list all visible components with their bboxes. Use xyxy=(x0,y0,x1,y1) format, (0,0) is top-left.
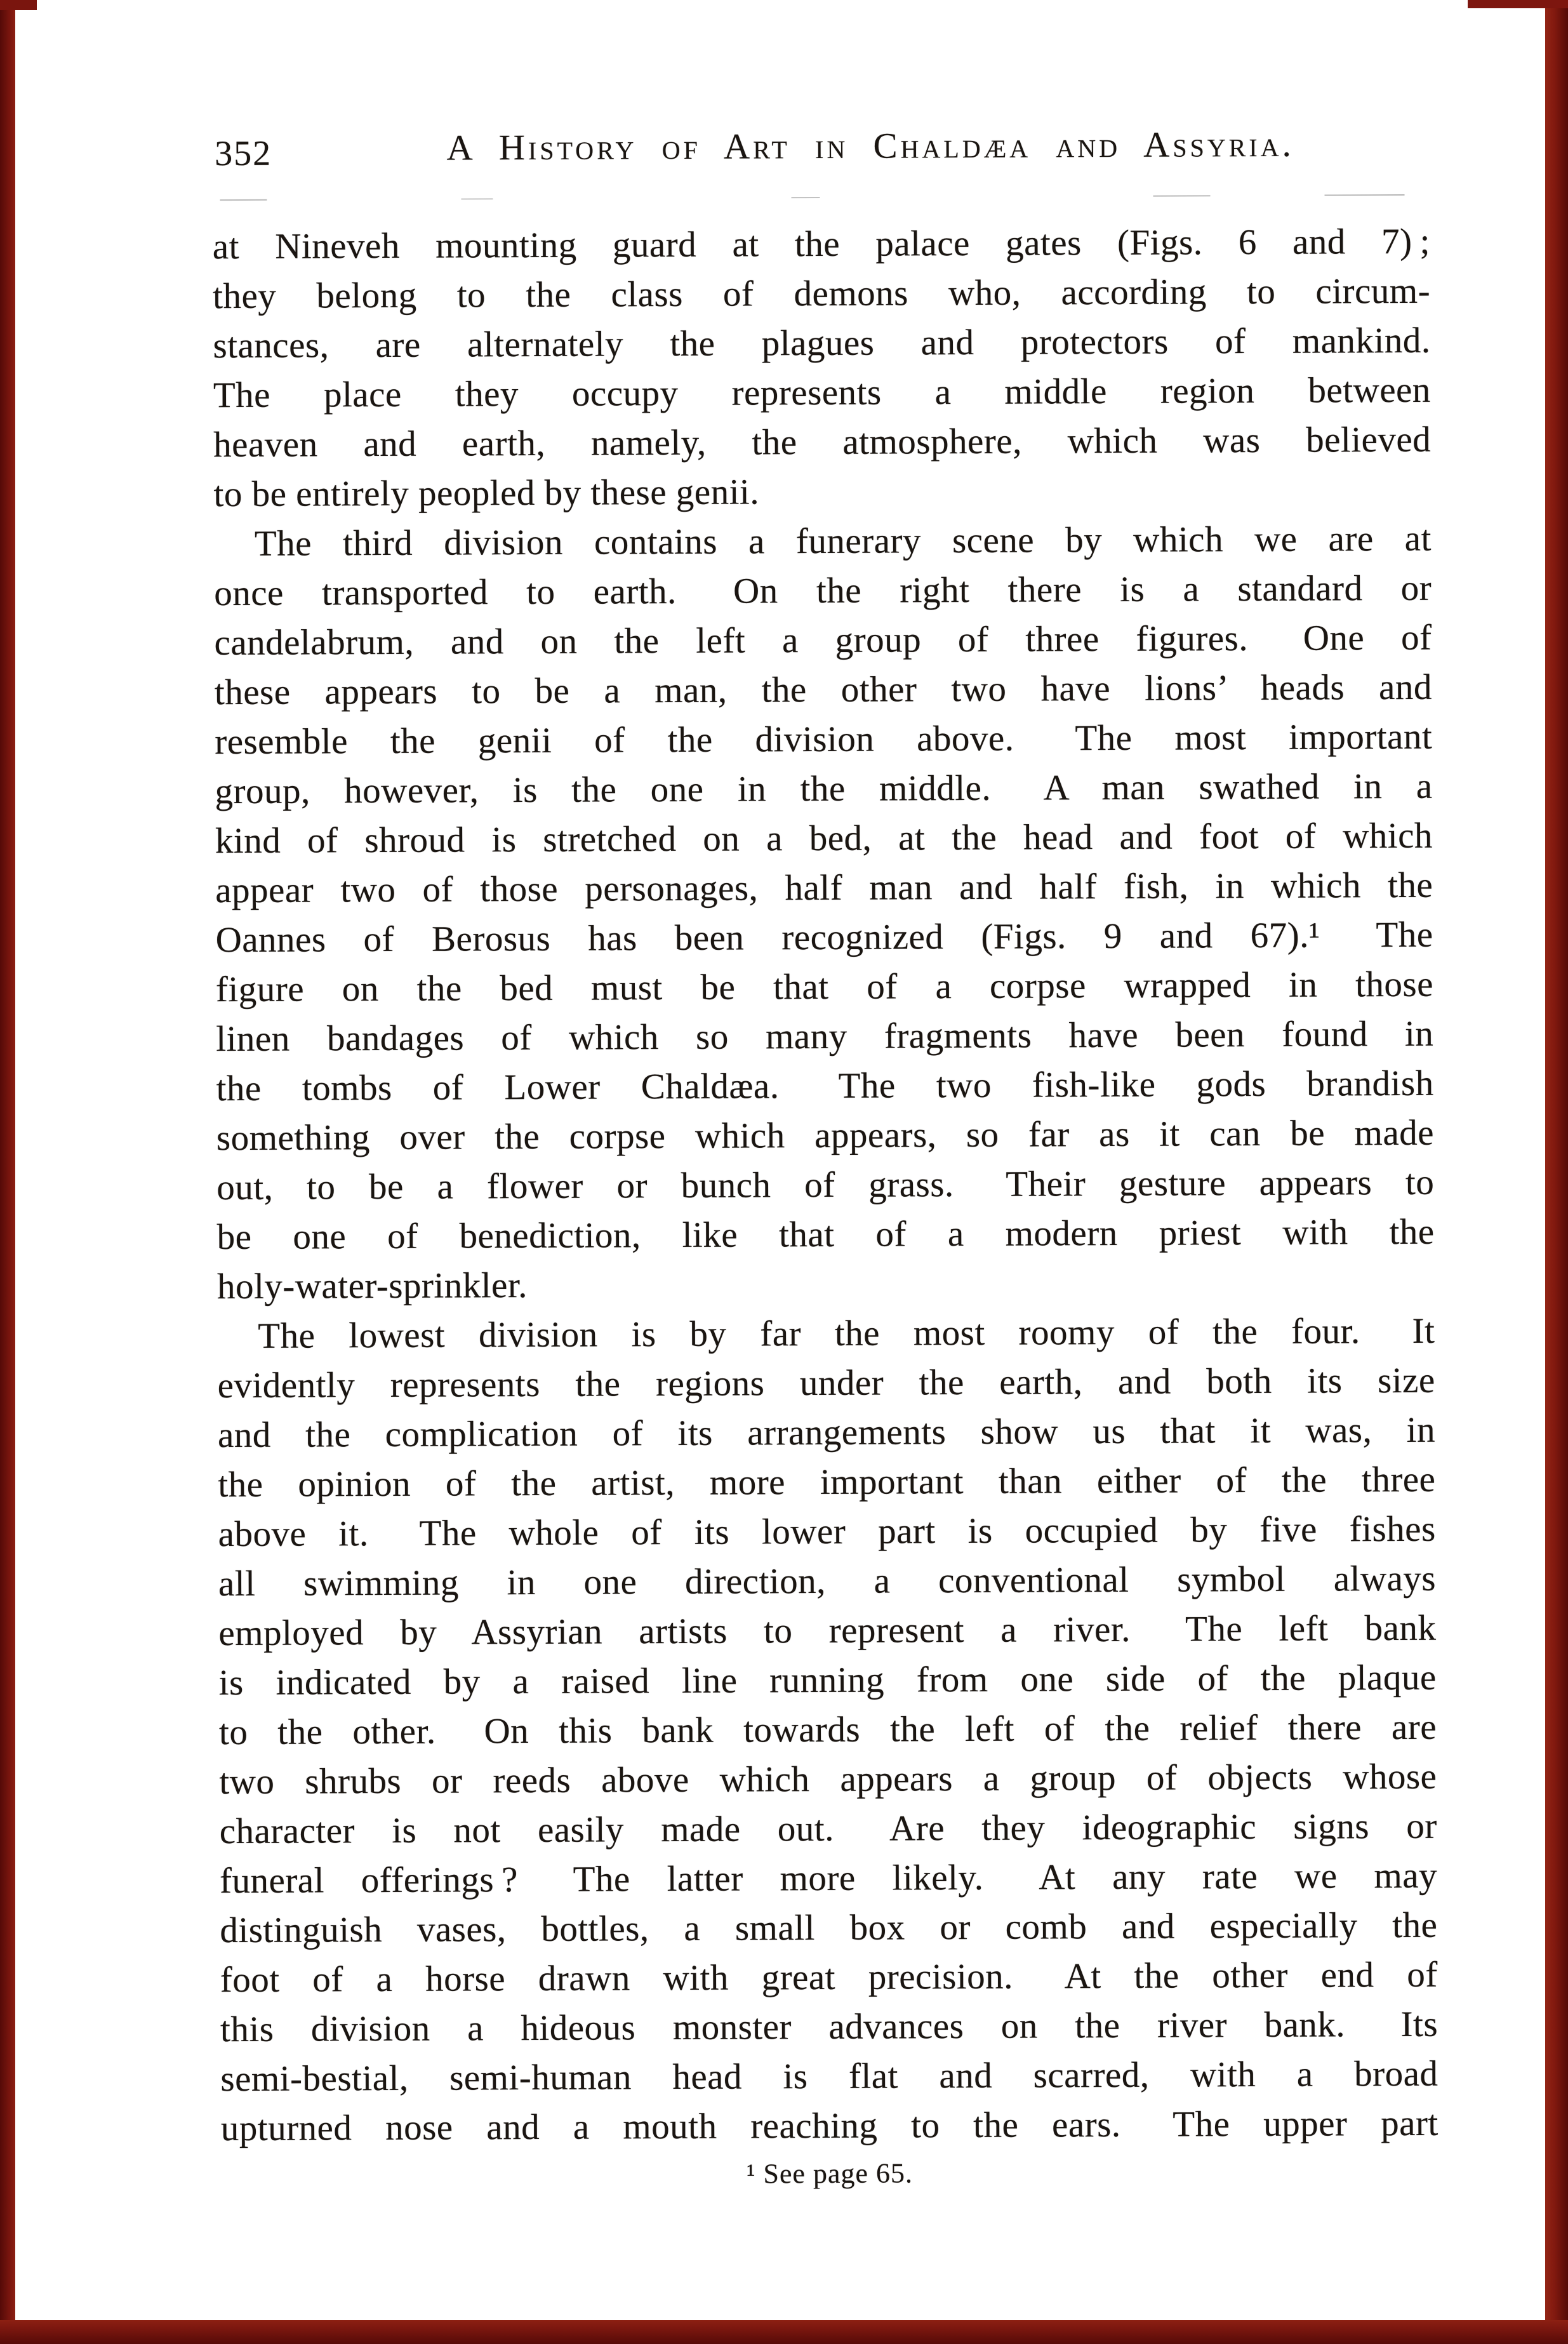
text-line: Oannes of Berosus has been recognized (Figs. 9 and 67).¹ The xyxy=(215,914,1433,961)
text-line: The third division contains a funerary scene by which we are at xyxy=(254,518,1432,564)
body-text xyxy=(213,217,1438,2154)
book-cover-edge-right xyxy=(1545,0,1568,2344)
text-line: once transported to earth. On the right there is a standard or xyxy=(214,568,1432,614)
text-line: something over the corpse which appears, so far as it can be made xyxy=(216,1112,1435,1159)
text-line: these appears to be a man, the other two have lions’ heads and xyxy=(214,667,1433,713)
text-line: The place they occupy represents a middle region between xyxy=(213,370,1431,416)
text-line: at Nineveh mounting guard at the palace gates (Figs. 6 and 7) ; xyxy=(212,221,1430,267)
text-line: figure on the bed must be that of a corpse wrapped in those xyxy=(215,964,1434,1010)
text-line: is indicated by a raised line running from one side of the plaque xyxy=(218,1657,1437,1703)
text-line: distinguish vases, bottles, a small box or comb and especially the xyxy=(220,1905,1438,1951)
text-line: resemble the genii of the division above. The most important xyxy=(215,716,1433,762)
text-line: above it. The whole of its lower part is occupied by five fishes xyxy=(218,1508,1436,1555)
book-cover-edge-left xyxy=(0,0,15,2344)
page-content xyxy=(211,0,1439,2344)
text-line: evidently represents the regions under the earth, and both its size xyxy=(217,1360,1435,1406)
text-line: linen bandages of which so many fragments have been found in xyxy=(216,1013,1434,1060)
text-line: the opinion of the artist, more important than either of the three xyxy=(218,1459,1436,1505)
text-line: employed by Assyrian artists to represent a river. The left bank xyxy=(218,1608,1437,1654)
text-line: all swimming in one direction, a conventional symbol always xyxy=(218,1558,1437,1604)
text-line: they belong to the class of demons who, according to circum- xyxy=(213,270,1431,317)
text-line: be one of benediction, like that of a modern priest with the xyxy=(216,1211,1435,1258)
book-cover-edge-top-right xyxy=(1468,0,1568,8)
text-line: this division a hideous monster advances on the river bank. Its xyxy=(220,2004,1438,2050)
text-line: the tombs of Lower Chaldæa. The two fish-like gods brandish xyxy=(216,1063,1434,1109)
text-line: and the complication of its arrangements show us that it was, in xyxy=(217,1409,1436,1456)
text-line: holy-water-sprinkler. xyxy=(216,1265,528,1307)
text-line: to be entirely peopled by these genii. xyxy=(213,472,760,515)
book-cover-edge-top-left xyxy=(0,0,37,10)
text-line: The lowest division is by far the most roomy of the four. It xyxy=(258,1310,1435,1356)
text-line: foot of a horse drawn with great precision. At the other end of xyxy=(220,1954,1438,2001)
text-line: to the other. On this bank towards the left of the relief there are xyxy=(218,1707,1437,1753)
text-line: appear two of those personages, half man and half fish, in which the xyxy=(215,865,1433,911)
running-header: A History of Art in Chaldæa and Assyria. xyxy=(446,124,1294,168)
text-line: group, however, is the one in the middle. A man swathed in a xyxy=(215,766,1433,812)
text-line: kind of shroud is stretched on a bed, at the head and foot of which xyxy=(215,815,1433,862)
text-line: upturned nose and a mouth reaching to the ears. The upper part xyxy=(220,2103,1438,2149)
text-line: character is not easily made out. Are they ideographic signs or xyxy=(219,1806,1437,1852)
footnote: ¹ See page 65. xyxy=(747,2157,914,2190)
text-line: candelabrum, and on the left a group of three figures. One of xyxy=(214,617,1432,663)
header-rule xyxy=(220,194,1405,201)
text-line: out, to be a flower or bunch of grass. Their gesture appears to xyxy=(216,1162,1435,1208)
text-line: heaven and earth, namely, the atmosphere, which was believed xyxy=(213,419,1432,465)
text-line: two shrubs or reeds above which appears a group of objects whose xyxy=(219,1756,1437,1802)
page-number: 352 xyxy=(215,133,272,174)
text-line: stances, are alternately the plagues and protectors of mankind. xyxy=(213,320,1431,366)
text-line: funeral offerings ? The latter more likely. At any rate we may xyxy=(219,1855,1438,1901)
text-line: semi-bestial, semi-human head is flat and scarred, with a broad xyxy=(220,2053,1438,2100)
